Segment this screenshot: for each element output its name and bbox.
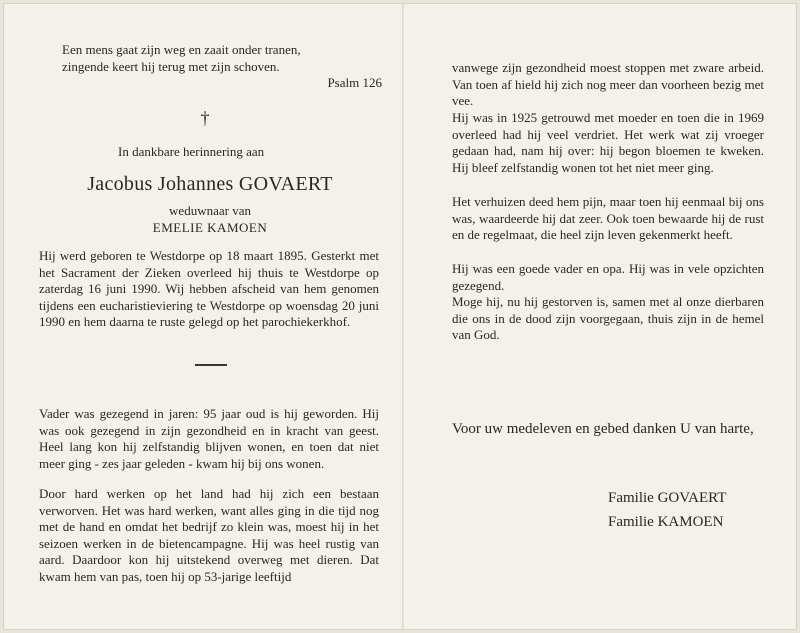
- right-paragraph-1: vanwege zijn gezondheid moest stoppen met zware arbeid. Van toen af hield hij zich nog meer dan voorheen bezig met vee.: [452, 60, 764, 109]
- poem-source: Psalm 126: [327, 75, 382, 91]
- deceased-name: Jacobus Johannes GOVAERT: [87, 173, 333, 195]
- right-page: [442, 4, 768, 629]
- poem-line-1: Een mens gaat zijn weg en zaait onder tranen,: [62, 42, 301, 57]
- widower-label: weduwnaar van: [169, 203, 251, 218]
- right-paragraph-3: Het verhuizen deed hem pijn, maar toen hij eenmaal bij ons was, waardeerde hij dat zeer. Ook toen bewaarde hij de rust en de regelmaat, die heel zijn leven gekenmerkt heeft.: [452, 194, 764, 243]
- poem-line-2: zingende keert hij terug met zijn schoven.: [62, 58, 280, 74]
- biography-paragraph: Hij werd geboren te Westdorpe op 18 maart 1895. Gesterkt met het Sacrament der Zieken overleed hij thuis te Westdorpe op zaterdag 16 juni 1990. Wij hebben afscheid van hem genomen tijdens een eucharistieviering te Westdorpe op woensdag 20 juni 1990 en hem daarna te ruste gelegd op het parochiekerkhof.: [39, 248, 379, 330]
- spouse-name: EMELIE KAMOEN: [152, 220, 268, 235]
- family-kamoen: Familie KAMOEN: [608, 514, 724, 530]
- right-paragraph-5: Moge hij, nu hij gestorven is, samen met al onze dierbaren die ons in de dood zijn voorgegaan, thuis zijn in de hemel van God.: [452, 294, 764, 343]
- right-paragraph-2: Hij was in 1925 getrouwd met moeder en toen die in 1969 overleed had hij veel verdriet. Het werk wat zij vroeger gedaan had, nam hij over: hij begon bloemen te kweken. Hij bleef zelfstandig wonen tot het niet meer ging.: [452, 110, 764, 175]
- memory-heading: In dankbare herinnering aan: [118, 144, 265, 159]
- right-paragraph-4: Hij was een goede vader en opa. Hij was in vele opzichten gezegend.: [452, 261, 764, 293]
- life-paragraph-1: Vader was gezegend in jaren: 95 jaar oud is hij geworden. Hij was ook gezegend in zijn gezondheid en in kracht van geest. Heel lang kon hij zelfstandig blijven wonen, en toen dat niet meer ging - zes jaar geleden - kwam hij bij ons wonen.: [39, 406, 379, 471]
- life-paragraph-2: Door hard werken op het land had hij zich een bestaan verworven. Het was hard werken, want alles ging in die tijd nog met de hand en omdat het bedrijf zo klein was, moest hij in het seizoen werken in de bietencampagne. Hij was heel rustig van aard. Daardoor kon hij uitstekend overweg met dieren. Dat kwam hem van pas, toen hij op 53-jarige leeftijd: [39, 486, 379, 584]
- memorial-card: [4, 4, 796, 629]
- thanks-text: Voor uw medeleven en gebed danken U van harte,: [452, 421, 754, 437]
- cross-icon: †: [200, 108, 210, 128]
- section-divider: [195, 364, 227, 366]
- card-fold: [402, 4, 404, 629]
- family-govaert: Familie GOVAERT: [608, 490, 727, 506]
- left-page: [26, 4, 382, 629]
- psalm-quote: [62, 42, 382, 92]
